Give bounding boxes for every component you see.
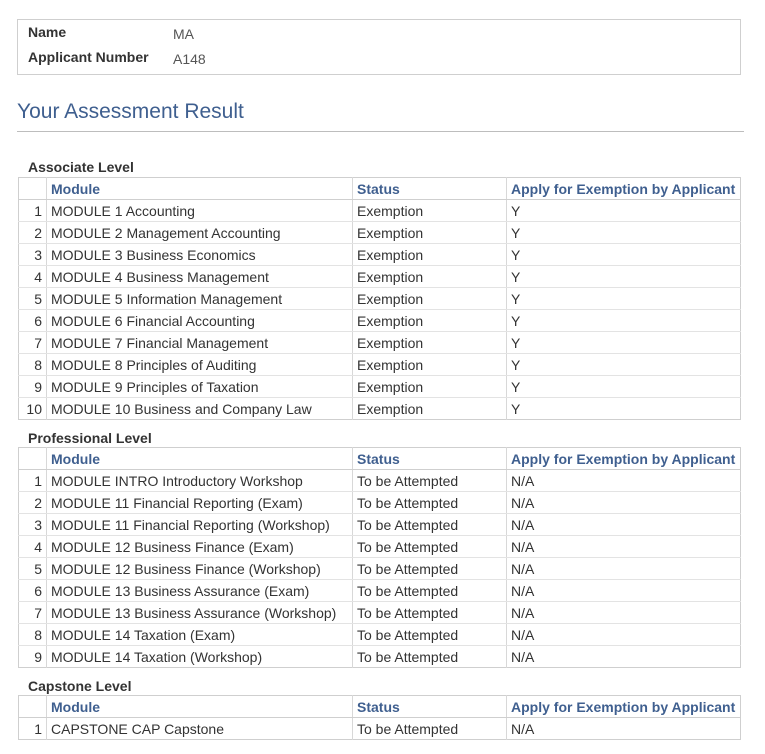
module-cell: MODULE 11 Financial Reporting (Exam) [47,492,353,514]
module-cell: MODULE 13 Business Assurance (Workshop) [47,602,353,624]
apply-exemption-cell: Y [507,266,741,288]
associate-level-table [18,177,741,420]
apply-exemption-cell: Y [507,288,741,310]
apply-exemption-cell: N/A [507,580,741,602]
module-cell: MODULE 13 Business Assurance (Exam) [47,580,353,602]
apply-exemption-cell: Y [507,222,741,244]
table-row [19,354,741,376]
module-cell: MODULE 11 Financial Reporting (Workshop) [47,514,353,536]
applicant-number-label: Applicant Number [28,49,149,65]
status-cell: Exemption [353,244,507,266]
table-row [19,398,741,420]
professional-level-table [18,447,741,668]
title-divider [17,131,744,132]
apply-exemption-cell: Y [507,332,741,354]
column-header-number [19,448,47,470]
module-cell: MODULE 4 Business Management [47,266,353,288]
table-row [19,310,741,332]
apply-exemption-cell: N/A [507,558,741,580]
status-cell: To be Attempted [353,624,507,646]
name-label: Name [28,24,67,40]
row-number-cell: 6 [19,310,47,332]
table-row [19,470,741,492]
apply-exemption-cell: Y [511,400,521,417]
module-cell: CAPSTONE CAP Capstone [47,718,353,740]
status-cell: Exemption [353,266,507,288]
module-cell: MODULE INTRO Introductory Workshop [47,470,353,492]
row-number-cell: 5 [19,288,47,310]
table-header-row [19,448,741,470]
module-cell: MODULE 12 Business Finance (Workshop) [47,558,353,580]
apply-exemption-cell: N/A [507,602,741,624]
apply-exemption-cell: Y [507,200,741,222]
module-cell: MODULE 14 Taxation (Workshop) [47,646,353,668]
table-row [19,332,741,354]
column-header-apply[interactable]: Apply for Exemption by Applicant [507,448,741,470]
row-number-cell: 9 [19,646,47,668]
row-number-cell: 1 [19,718,47,740]
apply-exemption-cell: N/A [511,648,535,665]
status-cell: To be Attempted [353,718,507,740]
status-cell: To be Attempted [353,536,507,558]
apply-exemption-cell: N/A [507,470,741,492]
apply-exemption-cell: Y [507,310,741,332]
professional-level-rows [19,470,741,668]
row-number-cell: 10 [19,398,47,420]
table-row [19,492,741,514]
column-header-apply[interactable]: Apply for Exemption by Applicant [507,178,741,200]
column-header-apply[interactable]: Apply for Exemption by Applicant [507,696,741,718]
row-number-cell: 1 [19,200,47,222]
table-row [19,602,741,624]
row-number-cell: 2 [19,492,47,514]
row-number-cell: 6 [19,580,47,602]
status-cell: Exemption [353,376,507,398]
status-cell: To be Attempted [353,602,507,624]
row-number-cell: 3 [19,514,47,536]
row-number-cell: 7 [19,332,47,354]
module-cell: MODULE 5 Information Management [47,288,353,310]
column-header-number [19,696,47,718]
apply-exemption-cell: N/A [507,536,741,558]
apply-exemption-cell: N/A [507,492,741,514]
row-number-cell: 8 [19,624,47,646]
table-row [19,624,741,646]
apply-exemption-cell: Y [507,244,741,266]
status-cell: Exemption [353,310,507,332]
name-value: MA [173,26,194,42]
module-cell: MODULE 2 Management Accounting [47,222,353,244]
applicant-number-value: A148 [173,51,206,67]
page-title: Your Assessment Result [17,100,244,123]
module-cell: MODULE 9 Principles of Taxation [47,376,353,398]
table-row [19,718,741,740]
table-row [19,646,741,668]
status-cell: Exemption [353,200,507,222]
status-cell: Exemption [353,288,507,310]
table-row [19,288,741,310]
module-cell: MODULE 14 Taxation (Exam) [47,624,353,646]
section-title-associate: Associate Level [28,159,134,175]
row-number-cell: 1 [19,470,47,492]
apply-exemption-cell: N/A [511,720,535,737]
row-number-cell: 8 [19,354,47,376]
status-cell: Exemption [353,398,507,420]
row-number-cell: 5 [19,558,47,580]
column-header-module[interactable]: Module [47,696,353,718]
associate-level-rows [19,200,741,420]
table-row [19,222,741,244]
status-cell: Exemption [353,332,507,354]
module-cell: MODULE 8 Principles of Auditing [47,354,353,376]
table-row [19,244,741,266]
apply-exemption-cell: Y [507,376,741,398]
row-number-cell: 2 [19,222,47,244]
column-header-module[interactable]: Module [47,178,353,200]
apply-exemption-cell: N/A [507,514,741,536]
capstone-level-table [18,695,741,740]
module-cell: MODULE 1 Accounting [47,200,353,222]
row-number-cell: 4 [19,266,47,288]
apply-exemption-cell: N/A [507,624,741,646]
row-number-cell: 9 [19,376,47,398]
section-title-professional: Professional Level [28,430,152,446]
row-number-cell: 7 [19,602,47,624]
table-header-row [19,178,741,200]
status-cell: To be Attempted [353,646,507,668]
status-cell: To be Attempted [353,580,507,602]
capstone-level-rows [19,718,741,740]
table-row [19,266,741,288]
column-header-status[interactable]: Status [353,448,507,470]
row-number-cell: 4 [19,536,47,558]
status-cell: To be Attempted [353,470,507,492]
module-cell: MODULE 6 Financial Accounting [47,310,353,332]
module-cell: MODULE 10 Business and Company Law [47,398,353,420]
table-row [19,200,741,222]
status-cell: Exemption [353,354,507,376]
status-cell: To be Attempted [353,558,507,580]
applicant-info-box [17,19,741,75]
status-cell: To be Attempted [353,492,507,514]
column-header-status[interactable]: Status [353,178,507,200]
table-row [19,558,741,580]
status-cell: Exemption [353,222,507,244]
table-row [19,376,741,398]
module-cell: MODULE 3 Business Economics [47,244,353,266]
column-header-number [19,178,47,200]
table-header-row [19,696,741,718]
column-header-status[interactable]: Status [353,696,507,718]
row-number-cell: 3 [19,244,47,266]
table-row [19,580,741,602]
column-header-module[interactable]: Module [47,448,353,470]
table-row [19,514,741,536]
apply-exemption-cell: Y [507,354,741,376]
module-cell: MODULE 12 Business Finance (Exam) [47,536,353,558]
section-title-capstone: Capstone Level [28,678,132,694]
status-cell: To be Attempted [353,514,507,536]
table-row [19,536,741,558]
module-cell: MODULE 7 Financial Management [47,332,353,354]
